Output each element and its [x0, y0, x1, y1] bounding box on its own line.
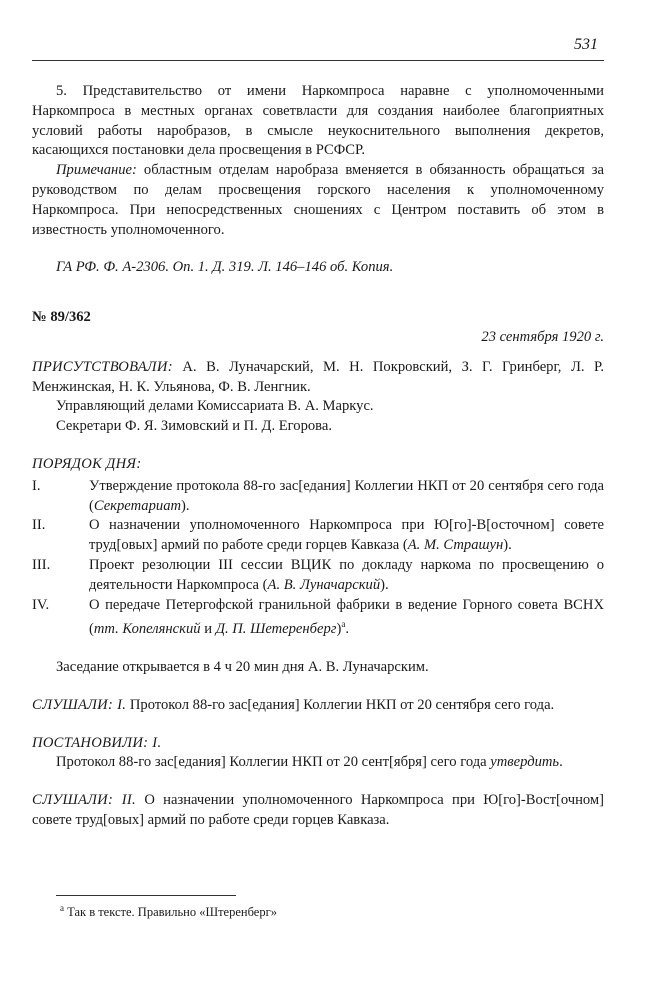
resolved-1-paragraph: Протокол 88-го зас[едания] Коллегии НКП от 20 сент[ября] сего года утвердить.	[56, 754, 563, 771]
secretaries: Секретари Ф. Я. Зимовский и П. Д. Егорова.	[56, 418, 332, 435]
heard-1-paragraph	[32, 696, 604, 716]
resolved-1-text: Протокол 88-го зас[едания] Коллегии НКП от 20 сент[ября] сего года	[56, 754, 487, 771]
agenda-item	[32, 477, 604, 517]
agenda-item-speaker: Секретариат	[93, 497, 182, 514]
agenda-item-speaker: А. М. Страшун	[407, 537, 504, 554]
heard-1-text: Протокол 88-го зас[едания] Коллегии НКП от 20 сентября сего года.	[129, 696, 555, 713]
note-paragraph	[32, 161, 604, 240]
attendees-names: А. В. Луначарский, М. Н. Покровский, З. Г. Гринберг, Л. Р. Менжинская, Н. К. Ульянова, Ф. В. Ленгник.	[32, 358, 604, 395]
footnote-mark: а	[60, 903, 64, 913]
page-body	[32, 82, 604, 831]
agenda-item-number: II.	[32, 517, 46, 534]
agenda-item-text: Утверждение протокола 88-го зас[едания] Коллегии НКП от 20 сентября сего года (Секретариат).	[89, 477, 604, 514]
archive-source: ГА РФ. Ф. А-2306. Оп. 1. Д. 319. Л. 146–146 об. Копия.	[56, 259, 394, 276]
agenda-item-text: Проект резолюции III сессии ВЦИК по докладу наркома по просвещению о деятельности Наркомпроса (А. В. Луначарский).	[89, 556, 604, 593]
resolved-1-action: утвердить	[490, 754, 560, 771]
agenda-label: ПОРЯДОК ДНЯ:	[32, 455, 142, 472]
agenda-list	[32, 477, 604, 640]
business-manager: Управляющий делами Комиссариата В. А. Маркус.	[56, 398, 374, 415]
protocol-number: № 89/362	[32, 309, 91, 326]
note-text: областным отделам наробраза вменяется в обязанность обращаться за руководством по делам просвещения горского населения к уполномоченному Наркомпроса. При непосредственных сношениях с Центром поставить об этом в известность уполномоченного.	[32, 162, 604, 238]
resolved-1-label: ПОСТАНОВИЛИ: I.	[32, 734, 162, 751]
heard-2-label: СЛУШАЛИ: II.	[32, 792, 137, 809]
agenda-item-speaker: А. В. Луначарский	[267, 576, 381, 593]
agenda-item-speaker-b: Д. П. Шетеренберг	[215, 621, 337, 638]
agenda-item-text: О передаче Петергофской гранильной фабрики в ведение Горного совета ВСНХ (тт. Копелянский и Д. П. Шетеренберг)$^а$.	[89, 596, 604, 638]
page-number: 531	[574, 36, 598, 53]
header-rule	[32, 60, 604, 61]
agenda-item	[32, 516, 604, 556]
footnote	[60, 903, 277, 920]
agenda-item	[32, 596, 604, 640]
footnote-text: Так в тексте. Правильно «Штеренберг»	[67, 905, 277, 920]
heard-2-text: О назначении уполномоченного Наркомпроса при Ю[го]-Вост[очном] совете труд[овых] армий по работе среди горцев Кавказа.	[32, 792, 605, 828]
agenda-item-number: I.	[32, 477, 41, 494]
agenda-item-text: О назначении уполномоченного Наркомпроса при Ю[го]-В[осточном] совете труд[овых] армий по работе среди горцев Кавказа (А. М. Страшун).	[89, 517, 604, 554]
agenda-item-number: IV.	[32, 596, 50, 613]
attendees-paragraph	[32, 358, 604, 398]
heard-2-paragraph	[32, 791, 604, 831]
footnote-marker: а	[341, 619, 346, 630]
protocol-date: 23 сентября 1920 г.	[481, 328, 604, 345]
section-5-paragraph: 5. Представительство от имени Наркомпроса наравне с уполномоченными Наркомпроса в местных органах советвласти для создания наиболее благоприятных условий работы наробразов, в смысле неукоснительного выполнения декретов, касающихся постановки дела просвещения в РСФСР.	[32, 83, 604, 159]
agenda-item-speaker-a: тт. Копелянский	[93, 621, 201, 638]
opening-statement: Заседание открывается в 4 ч 20 мин дня А. В. Луначарским.	[56, 658, 429, 675]
footnote-rule	[56, 895, 236, 896]
agenda-item-number: III.	[32, 556, 51, 573]
attendees-label: ПРИСУТСТВОВАЛИ:	[32, 358, 173, 375]
heard-1-label: СЛУШАЛИ: I.	[32, 696, 127, 713]
agenda-item	[32, 556, 604, 596]
note-label: Примечание:	[56, 162, 137, 179]
